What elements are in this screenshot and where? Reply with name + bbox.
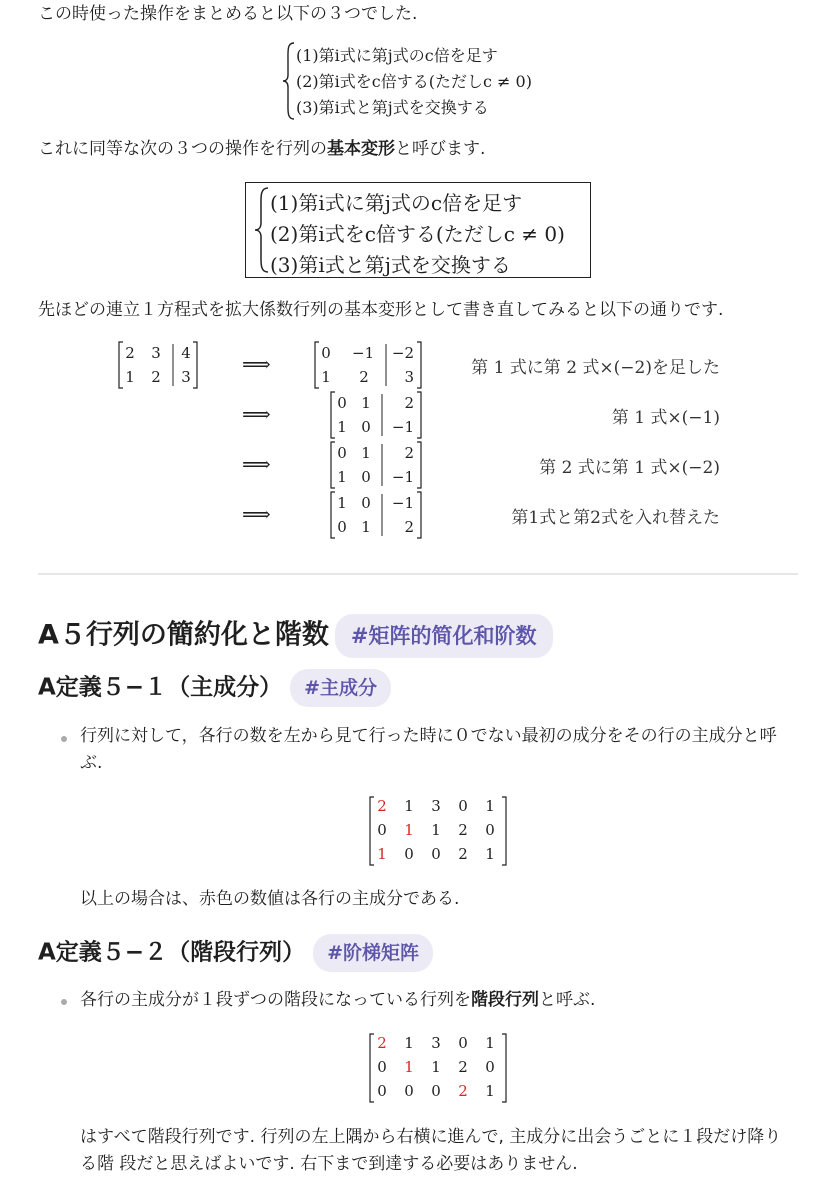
- leading-entry: 2: [458, 1082, 468, 1100]
- definition-5-1-title: A定義５−１（主成分）: [38, 674, 283, 701]
- implies-arrow: ⟹: [242, 352, 271, 376]
- implies-arrow: ⟹: [242, 402, 271, 426]
- bullet-dot: [61, 736, 67, 742]
- step-operation-1: 第 1 式に第 2 式×(−2)を足した: [471, 358, 720, 378]
- matrix-cell: 1: [485, 1034, 495, 1052]
- rewrite-text: 先ほどの連立１方程式を拡大係数行列の基本変形として書き直してみると以下の通りです.: [38, 300, 724, 320]
- equivalence-bold: 基本変形: [327, 139, 395, 159]
- operations-box: [245, 182, 591, 278]
- boxed-operation-2: (2)第i式をc倍する(ただしc ≠ 0): [270, 222, 565, 246]
- matrix-cell: 1: [337, 468, 347, 486]
- equivalence-after: と呼びます.: [395, 139, 486, 159]
- matrix-cell: 0: [361, 468, 371, 486]
- matrix-cell: 2: [404, 444, 414, 462]
- leading-entry: 2: [377, 1034, 387, 1052]
- step-operation-3: 第 2 式に第 1 式×(−2): [539, 458, 720, 478]
- matrix-cell: 4: [181, 344, 191, 362]
- section-title: A５行列の簡約化と階数: [38, 619, 329, 651]
- definition-5-2-note: はすべて階段行列です. 行列の左上隅から右横に進んで, 主成分に出会うごとに１段だけ降りる階 段だと思えばよいです. 右下まで到達する必要はありません.: [80, 1127, 782, 1174]
- matrix-cell: 1: [125, 368, 135, 386]
- matrix-cell: −1: [391, 494, 414, 512]
- matrix-cell: 0: [377, 1082, 387, 1100]
- matrix-cell: 0: [431, 1082, 441, 1100]
- definition-5-2-tag[interactable]: #阶梯矩阵: [313, 934, 433, 972]
- matrix-cell: 0: [377, 821, 387, 839]
- definition-5-2-before: 各行の主成分が１段ずつの階段になっている行列を: [80, 990, 471, 1010]
- operation-1: (1)第i式に第j式のc倍を足す: [296, 46, 498, 65]
- operations-list-plain: [282, 41, 562, 121]
- matrix-cell: 1: [404, 797, 414, 815]
- definition-5-2-text: [80, 987, 798, 1014]
- matrix-cell: 3: [431, 1034, 441, 1052]
- matrix-cell: 1: [361, 444, 371, 462]
- matrix-cell: −2: [391, 344, 414, 362]
- operation-3: (3)第i式と第j式を交換する: [296, 98, 489, 117]
- matrix-cell: 2: [404, 394, 414, 412]
- section-heading: [38, 614, 553, 658]
- echelon-matrix: [369, 1033, 507, 1103]
- matrix-cell: 0: [458, 1034, 468, 1052]
- matrix-cell: 1: [485, 1082, 495, 1100]
- definition-5-2-after: と呼ぶ.: [539, 990, 596, 1010]
- matrix-cell: 0: [321, 344, 331, 362]
- definition-5-1-heading: [38, 669, 391, 707]
- matrix-cell: 0: [361, 494, 371, 512]
- augmented-matrix-2: [330, 391, 422, 439]
- matrix-cell: 0: [485, 1058, 495, 1076]
- bullet-dot: [61, 999, 67, 1005]
- definition-5-2-heading: [38, 934, 433, 972]
- matrix-cell: 2: [458, 1058, 468, 1076]
- definition-5-2-bold: 階段行列: [471, 990, 539, 1010]
- matrix-cell: 0: [404, 1082, 414, 1100]
- implies-arrow: ⟹: [242, 502, 271, 526]
- matrix-cell: 1: [361, 518, 371, 536]
- leading-entry: 1: [404, 821, 414, 839]
- matrix-cell: 1: [485, 797, 495, 815]
- matrix-cell: 2: [151, 368, 161, 386]
- matrix-cell: 1: [404, 1034, 414, 1052]
- matrix-cell: 0: [458, 797, 468, 815]
- matrix-cell: 0: [485, 821, 495, 839]
- horizontal-divider: [38, 573, 798, 575]
- matrix-cell: 0: [361, 418, 371, 436]
- definition-5-1-note: 以上の場合は、赤色の数値は各行の主成分である.: [80, 889, 460, 909]
- matrix-cell: 2: [458, 845, 468, 863]
- principal-component-matrix: [369, 796, 507, 866]
- matrix-cell: 0: [377, 1058, 387, 1076]
- matrix-cell: 1: [431, 821, 441, 839]
- matrix-cell: −1: [391, 468, 414, 486]
- boxed-operation-1: (1)第i式に第j式のc倍を足す: [270, 191, 523, 215]
- augmented-matrix-1: [314, 341, 422, 389]
- matrix-cell: 3: [404, 368, 414, 386]
- equivalence-text: [38, 137, 485, 161]
- matrix-cell: 2: [458, 821, 468, 839]
- matrix-cell: 2: [125, 344, 135, 362]
- operation-2: (2)第i式をc倍する(ただしc ≠ 0): [296, 72, 532, 91]
- step-operation-2: 第 1 式×(−1): [611, 408, 720, 428]
- augmented-matrix-3: [330, 441, 422, 489]
- matrix-cell: 1: [321, 368, 331, 386]
- matrix-cell: 0: [404, 845, 414, 863]
- matrix-cell: 1: [485, 845, 495, 863]
- augmented-matrix-4: [330, 491, 422, 539]
- left-brace-icon: [282, 41, 296, 121]
- matrix-cell: 1: [361, 394, 371, 412]
- step-operation-4: 第1式と第2式を入れ替えた: [511, 508, 720, 528]
- equivalence-before: これに同等な次の３つの操作を行列の: [38, 139, 327, 159]
- matrix-cell: 0: [337, 518, 347, 536]
- matrix-cell: 0: [337, 394, 347, 412]
- leading-entry: 2: [377, 797, 387, 815]
- intro-text: この時使った操作をまとめると以下の３つでした.: [38, 4, 418, 24]
- matrix-cell: 0: [431, 845, 441, 863]
- left-brace-icon: [254, 185, 270, 275]
- matrix-cell: 3: [151, 344, 161, 362]
- matrix-cell: 3: [431, 797, 441, 815]
- section-tag[interactable]: #矩阵的简化和阶数: [335, 614, 553, 658]
- definition-5-1-tag[interactable]: #主成分: [290, 669, 391, 707]
- matrix-cell: 2: [359, 368, 369, 386]
- matrix-cell: 1: [431, 1058, 441, 1076]
- augmented-matrix-0: [118, 341, 198, 389]
- matrix-cell: −1: [352, 344, 375, 362]
- leading-entry: 1: [404, 1058, 414, 1076]
- matrix-cell: −1: [391, 418, 414, 436]
- implies-arrow: ⟹: [242, 452, 271, 476]
- matrix-cell: 3: [181, 368, 191, 386]
- matrix-cell: 1: [337, 418, 347, 436]
- matrix-cell: 2: [404, 518, 414, 536]
- matrix-cell: 1: [337, 494, 347, 512]
- leading-entry: 1: [377, 845, 387, 863]
- boxed-operation-3: (3)第i式と第j式を交換する: [270, 253, 511, 277]
- matrix-cell: 0: [337, 444, 347, 462]
- definition-5-1-text: 行列に対して，各行の数を左から見て行った時に０でない最初の成分をその行の主成分と呼ぶ.: [80, 726, 777, 773]
- definition-5-2-title: A定義５−２（階段行列）: [38, 939, 306, 966]
